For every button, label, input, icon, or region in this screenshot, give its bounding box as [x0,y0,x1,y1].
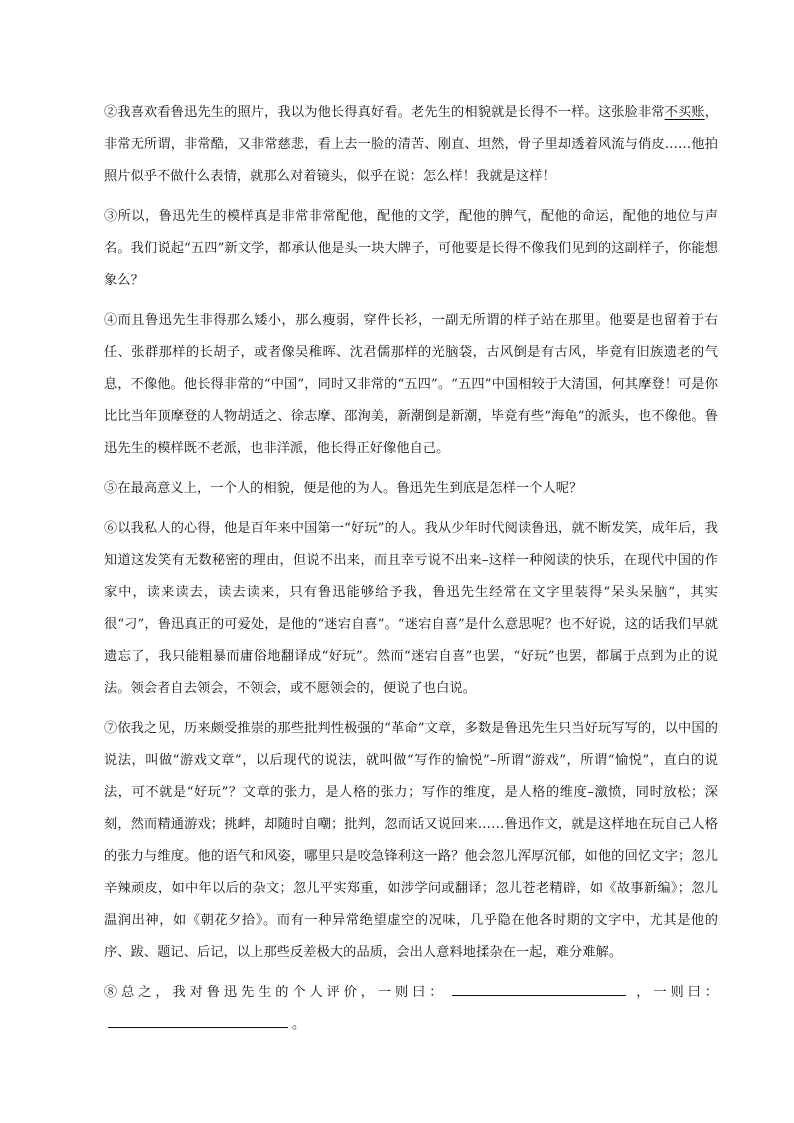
paragraph-8-text-c: 。 [292,1017,306,1032]
paragraph-2-text-a: ②我喜欢看鲁迅先生的照片，我以为他长得真好看。老先生的相貌就是长得不一样。这张脸非常 [104,105,665,120]
paragraph-6: ⑥以我私人的心得，他是百年来中国第一“好玩”的人。我从少年时代阅读鲁迅，就不断发笑，成年后，我知道这发笑有无数秘密的理由，但说不出来，而且幸亏说不出来–这样一种阅读的快乐，在现代中国的作家中，读来读去，读去读来，只有鲁迅能够给予我，鲁迅先生经常在文字里装得“呆头呆脑”，其实很“刁”，鲁迅真正的可爱处，是他的“迷宕自喜”。“迷宕自喜”是什么意思呢？也不好说，这的话我们早就遗忘了，我只能粗暴而庸俗地翻译成“好玩”。然而“迷宕自喜”也罢，“好玩”也罢，都属于点到为止的说法。领会者自去领会，不领会，或不愿领会的，便说了也白说。 [104,521,718,696]
paragraph-5: ⑤在最高意义上，一个人的相貌，便是他的为人。鲁迅先生到底是怎样一个人呢？ [104,481,583,496]
answer-blank-1[interactable] [452,981,626,996]
paragraph-8-text-a: ⑧总之，我对鲁迅先生的个人评价，一则曰： [104,985,447,1000]
answer-blank-2[interactable] [108,1013,288,1028]
paragraph-7: ⑦依我之见，历来颇受推崇的那些批判性极强的“革命”文章，多数是鲁迅先生只当好玩写写的，以中国的说法，叫做“游戏文章”，以后现代的说法，就叫做“写作的愉悦”–所谓“游戏”，所谓“愉悦”，直白的说法，可不就是“好玩”？文章的张力，是人格的张力；写作的维度，是人格的维度–激愤，同时放松；深刻，然而精通游戏；挑衅，却随时自嘲；批判，忽而话又说回来……鲁迅作文，就是这样地在玩自己人格的张力与维度。他的语气和风姿，哪里只是咬急锋利这一路？他会忽儿浑厚沉郁，如他的回忆文字；忽儿辛辣顽皮，如中年以后的杂文；忽儿平实郑重，如涉学问或翻译；忽儿苍老精辟，如《故事新编》；忽儿温润出神，如《朝花夕拾》。而有一种异常绝望虚空的况味，几乎隐在他各时期的文字中，尤其是他的序、跋、题记、后记，以上那些反差极大的品质，会出人意料地揉杂在一起，难分难解。 [104,721,718,960]
paragraph-8 [104,977,718,1041]
article-body [104,97,718,1049]
underlined-phrase: 不买账 [664,105,705,120]
paragraph-2-text-c: ，非常无所谓，非常酷，又非常慈悲，看上去一脸的清苦、刚直、坦然，骨子里却透着风流与俏皮……他拍照片似乎不做什么表情，就那么对着镜头，似乎在说：怎么样！我就是这样！ [104,105,718,184]
paragraph-3: ③所以，鲁迅先生的模样真是非常非常配他，配他的文学，配他的脾气，配他的命运，配他的地位与声名。我们说起“五四”新文学，都承认他是头一块大牌子，可他要是长得不像我们见到的这副样子，你能想象么？ [104,209,718,288]
paragraph-4: ④而且鲁迅先生非得那么矮小，那么瘦弱，穿件长衫，一副无所谓的样子站在那里。他要是也留着于右任、张群那样的长胡子，或者像吴稚晖、沈君儒那样的光脑袋，古风倒是有古风，毕竟有旧族遗老的气息，不像他。他长得非常的“中国”，同时又非常的“五四”。“五四”中国相较于大清国，何其摩登！可是你比比当年顶摩登的人物胡适之、徐志摩、邵洵美，新潮倒是新潮，毕竟有些“海龟”的派头，也不像他。鲁迅先生的模样既不老派，也非洋派，他长得正好像他自己。 [104,313,718,456]
paragraph-8-text-b: ，一则曰： [632,985,719,1000]
paragraph-2 [104,97,718,193]
